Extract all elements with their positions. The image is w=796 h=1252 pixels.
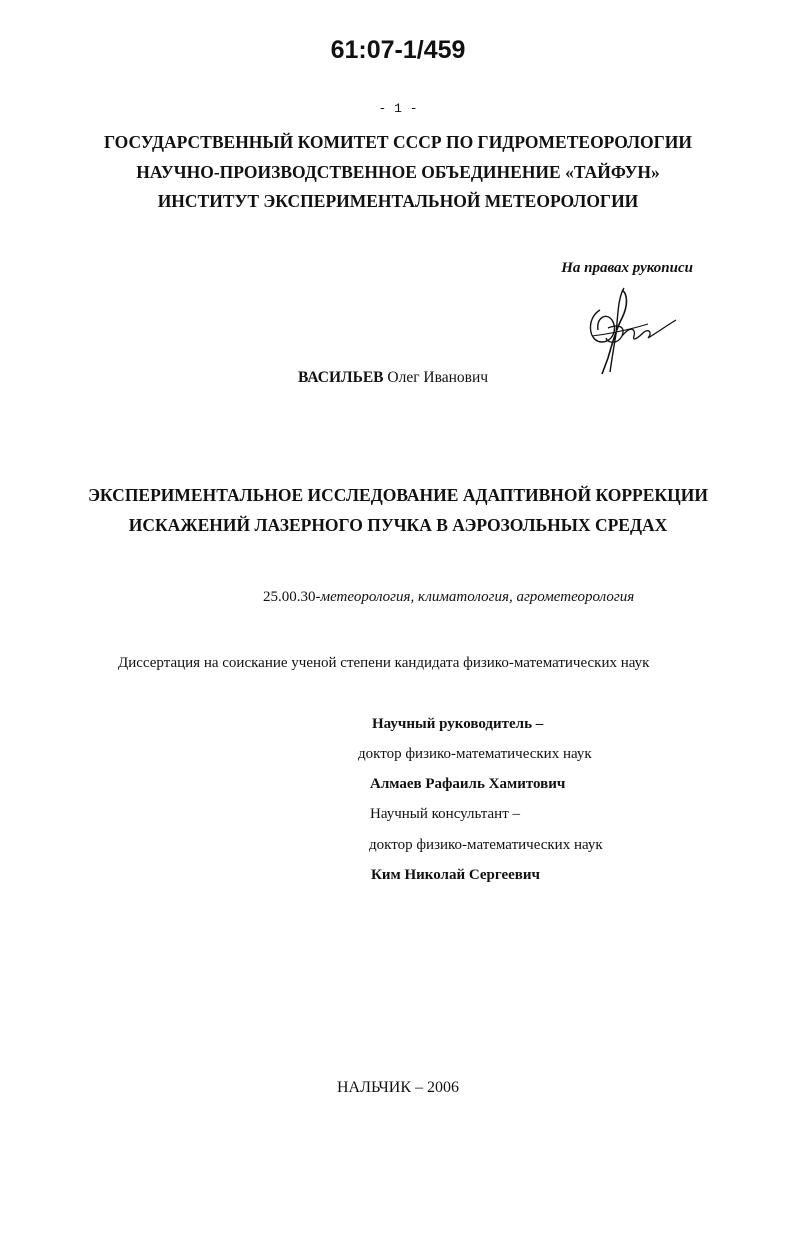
- specialty-code: 25.00.30-: [263, 589, 321, 605]
- author-given-names: Олег Иванович: [387, 369, 489, 386]
- city-year: НАЛЬЧИК – 2006: [337, 1079, 459, 1096]
- consultant-degree: доктор физико-математических наук: [369, 837, 603, 853]
- consultant-name: Ким Николай Сергеевич: [371, 867, 540, 883]
- dissertation-title-line-1: ЭКСПЕРИМЕНТАЛЬНОЕ ИССЛЕДОВАНИЕ АДАПТИВНОЙ КОРРЕКЦИИ: [88, 485, 708, 505]
- catalog-number: 61:07-1/459: [330, 36, 466, 64]
- rights-note: На правах рукописи: [561, 260, 693, 276]
- author-surname: ВАСИЛЬЕВ: [298, 369, 384, 386]
- supervisor-label: Научный руководитель –: [372, 716, 544, 732]
- supervisor-name: Алмаев Рафаиль Хамитович: [370, 776, 566, 792]
- consultant-label: Научный консультант –: [370, 806, 520, 822]
- specialty: [263, 589, 634, 606]
- author-name: [298, 369, 488, 387]
- supervisor-degree: доктор физико-математических наук: [358, 746, 592, 762]
- organization-line-1: ГОСУДАРСТВЕННЫЙ КОМИТЕТ СССР ПО ГИДРОМЕТЕОРОЛОГИИ: [103, 132, 693, 152]
- page-number: - 1 -: [378, 101, 418, 116]
- organization-line-2: НАУЧНО-ПРОИЗВОДСТВЕННОЕ ОБЪЕДИНЕНИЕ «ТАЙФУН»: [136, 162, 660, 182]
- dissertation-degree-line: Диссертация на соискание ученой степени кандидата физико-математических наук: [118, 655, 650, 671]
- organization-line-3: ИНСТИТУТ ЭКСПЕРИМЕНТАЛЬНОЙ МЕТЕОРОЛОГИИ: [157, 191, 639, 211]
- dissertation-title-line-2: ИСКАЖЕНИЙ ЛАЗЕРНОГО ПУЧКА В АЭРОЗОЛЬНЫХ СРЕДАХ: [128, 515, 668, 535]
- specialty-fields: метеорология, климатология, агрометеорология: [320, 589, 635, 605]
- author-signature: [578, 284, 678, 376]
